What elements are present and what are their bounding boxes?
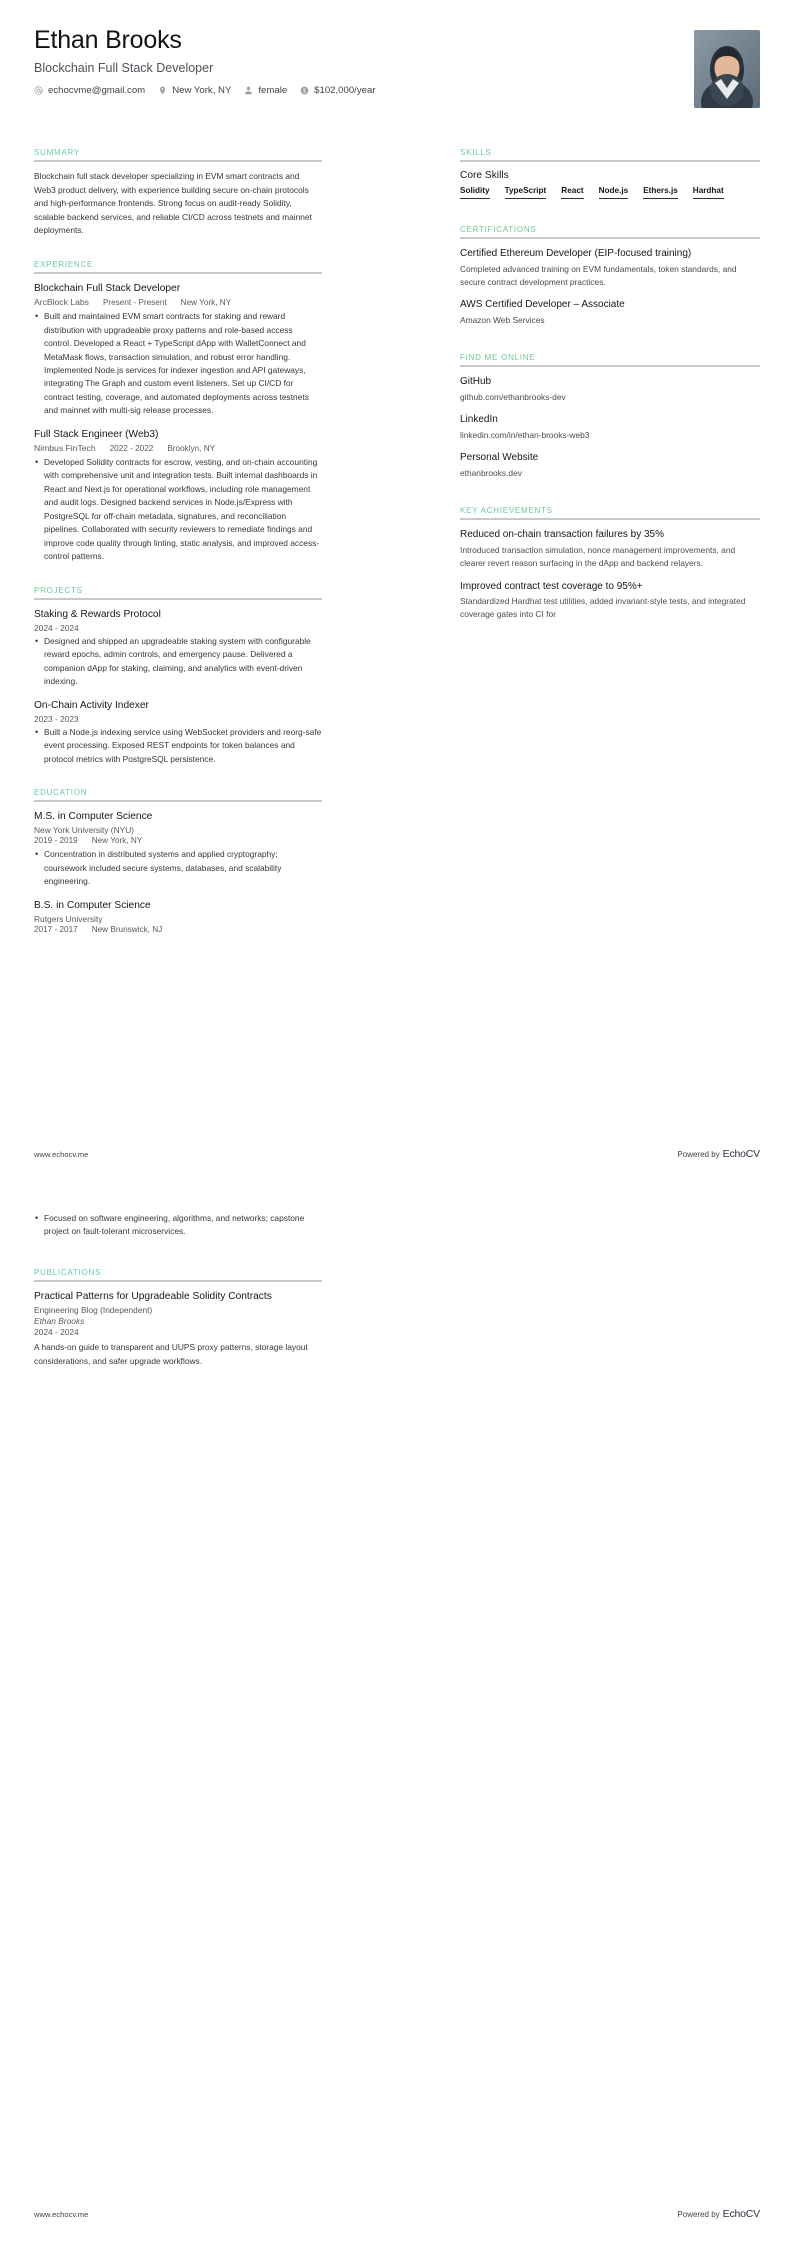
section-title-find-me-online: FIND ME ONLINE [460, 353, 536, 363]
publication-dates: 2024 - 2024 [34, 1327, 79, 1338]
section-education [34, 788, 322, 934]
section-title-education: EDUCATION [34, 788, 88, 798]
experience-title: Full Stack Engineer (Web3) [34, 428, 159, 440]
list-item: • Designed and shipped an upgradeable staking system with configurable reward epochs, admin controls, and emergency pause. Delivered a companion dApp for staking, claiming, and analytics with event-driven indexing. [34, 635, 322, 689]
experience-meta [34, 297, 322, 307]
certification-title: Certified Ethereum Developer (EIP-focused training) [460, 248, 692, 259]
section-title-summary: SUMMARY [34, 148, 80, 157]
section-title-projects: PROJECTS [34, 585, 83, 595]
section-find-me-online [460, 353, 760, 480]
section-certifications [460, 225, 760, 327]
resume-header [34, 26, 760, 96]
experience-org: ArcBlock Labs [34, 297, 89, 308]
project-title: Staking & Rewards Protocol [34, 608, 161, 620]
contact-location-text: New York, NY [172, 84, 232, 96]
publication-author: Ethan Brooks [34, 1316, 85, 1327]
online-profile-label: Personal Website [460, 452, 539, 464]
contact-email [34, 85, 145, 96]
section-rule [460, 518, 760, 520]
section-publications [34, 1268, 322, 1368]
location-pin-icon [158, 86, 167, 95]
contact-row [34, 85, 760, 96]
education-dates: 2019 - 2019 [34, 836, 78, 846]
education-degree: M.S. in Computer Science [34, 811, 153, 823]
avatar [694, 30, 760, 108]
online-profile-label: LinkedIn [460, 414, 498, 426]
list-item: • Developed Solidity contracts for escrow, vesting, and on-chain accounting with comprehensive unit and integration tests. Built internal dashboards in React and Next.js for operational workflows, including role management and audit logs. Designed backend services in Node.js/Express with PostgreSQL for off-chain metadata, signatures, and reconciliation pipelines. Collaborated with security reviewers to remediate findings and improve code quality through linting, static analysis, and improved access-control patterns. [34, 456, 322, 564]
education-item [34, 899, 322, 934]
contact-salary [300, 85, 375, 96]
section-title-experience: EXPERIENCE [34, 260, 94, 270]
project-item [34, 608, 322, 689]
svg-text:$: $ [303, 88, 307, 95]
section-rule [34, 598, 322, 600]
footer-brand [677, 2208, 760, 2220]
publication-description: A hands-on guide to transparent and UUPS proxy patterns, storage layout considerations, and safer upgrade workflows. [34, 1342, 308, 1366]
online-profile-item [460, 375, 760, 404]
section-rule [460, 160, 760, 162]
section-title-key-achievements: KEY ACHIEVEMENTS [460, 506, 553, 516]
main-column [34, 148, 322, 950]
footer-url[interactable]: www.echocv.me [34, 2209, 89, 2219]
experience-dates: 2022 - 2022 [109, 444, 154, 454]
certification-item [460, 247, 760, 289]
online-profile-item [460, 451, 760, 480]
section-experience [34, 260, 322, 564]
education-location: New Brunswick, NJ [91, 924, 163, 934]
page-footer [34, 2208, 760, 2220]
experience-item [34, 428, 322, 564]
education-location: New York, NY [91, 836, 143, 846]
publication-title: Practical Patterns for Upgradeable Solidity Contracts [34, 1291, 272, 1302]
experience-title: Blockchain Full Stack Developer [34, 283, 181, 295]
online-profile-item [460, 413, 760, 442]
section-rule [34, 1280, 322, 1282]
contact-salary-text: $102,000/year [314, 84, 376, 96]
footer-powered-by: Powered by [677, 1150, 720, 1159]
education-degree: B.S. in Computer Science [34, 899, 151, 911]
skill-chip: React [561, 186, 583, 199]
skills-list [460, 186, 760, 199]
section-key-achievements [460, 506, 760, 622]
section-title-publications: PUBLICATIONS [34, 1268, 102, 1277]
footer-brand-name: EchoCV [722, 2208, 760, 2220]
online-profile-url[interactable]: ethanbrooks.dev [460, 467, 522, 478]
footer-powered-by: Powered by [677, 2210, 720, 2219]
achievement-item [460, 528, 760, 570]
project-dates: 2024 - 2024 [34, 622, 79, 633]
sidebar-column [460, 148, 760, 638]
footer-url[interactable]: www.echocv.me [34, 1149, 89, 1159]
job-title: Blockchain Full Stack Developer [34, 60, 214, 75]
online-profile-url[interactable]: github.com/ethanbrooks-dev [460, 391, 566, 402]
project-bullets [34, 635, 322, 689]
contact-email-text: echocvme@gmail.com [48, 84, 146, 96]
education-item [34, 810, 322, 889]
achievement-desc: Introduced transaction simulation, nonce management improvements, and clearer revert reason surfacing in the dApp and backend relayers. [460, 544, 736, 569]
section-skills [460, 148, 760, 199]
section-rule [34, 272, 322, 274]
online-profile-label: GitHub [460, 376, 492, 388]
skills-group-title: Core Skills [460, 170, 509, 181]
education-meta [34, 836, 322, 845]
certification-desc: Amazon Web Services [460, 314, 545, 325]
project-title: On-Chain Activity Indexer [34, 699, 149, 711]
experience-meta [34, 443, 322, 453]
online-profile-url[interactable]: linkedin.com/in/ethan-brooks-web3 [460, 429, 590, 440]
achievement-title: Improved contract test coverage to 95%+ [460, 580, 643, 592]
achievement-item [460, 580, 760, 622]
salary-icon [300, 86, 309, 95]
list-item: • Built a Node.js indexing service using WebSocket providers and reorg-safe event processing. Exposed REST endpoints for token balances and protocol metrics with PostgreSQL persistence. [34, 726, 322, 766]
page-footer [34, 1148, 760, 1160]
section-title-certifications: CERTIFICATIONS [460, 225, 537, 234]
certification-item [460, 298, 760, 327]
education-school: Rutgers University [34, 913, 103, 924]
section-projects [34, 586, 322, 767]
summary-text: Blockchain full stack developer specializing in EVM smart contracts and Web3 product delivery, with experience building secure on-chain protocols and high-performance frontends. Strong focus on audit-ready Solidity, scalable backend services, and reliable CI/CD across testnets and mainnet deployments. [34, 171, 312, 236]
education-dates: 2017 - 2017 [34, 924, 78, 934]
education-school: New York University (NYU) [34, 825, 135, 836]
achievement-title: Reduced on-chain transaction failures by 35% [460, 529, 665, 541]
contact-gender-text: female [258, 84, 288, 96]
contact-location [158, 85, 231, 96]
education-meta [34, 925, 322, 934]
achievement-desc: Standardized Hardhat test utilities, added invariant-style tests, and integrated coverage gates into CI for [460, 596, 746, 620]
section-rule [34, 800, 322, 802]
project-bullets [34, 726, 322, 766]
email-icon [34, 86, 43, 95]
list-item: • Built and maintained EVM smart contracts for staking and reward distribution with upgradeable proxy patterns and role-based access control. Developed a React + TypeScript dApp with WalletConnect and MetaMask flows, transaction simulation, and robust error handling. Implemented Node.js services for indexer ingestion and API gateways, integrating The Graph and custom event listeners. Set up CI/CD for contract testing, coverage, and automated deployments across testnets and mainnet with multi-sig release processes. [34, 310, 322, 418]
contact-gender [244, 85, 287, 96]
skill-chip: Ethers.js [643, 186, 678, 199]
skill-chip: Hardhat [693, 186, 724, 199]
publication-item [34, 1290, 322, 1368]
footer-brand-name: EchoCV [722, 1148, 760, 1160]
project-item [34, 699, 322, 767]
skill-chip: TypeScript [505, 186, 547, 199]
certification-title: AWS Certified Developer – Associate [460, 299, 625, 311]
section-title-skills: SKILLS [460, 148, 492, 157]
section-rule [460, 365, 760, 367]
experience-bullets [34, 310, 322, 418]
section-rule [460, 237, 760, 239]
education-bullets [34, 848, 322, 888]
project-dates: 2023 - 2023 [34, 713, 79, 724]
skill-chip: Node.js [599, 186, 629, 199]
experience-bullets [34, 456, 322, 564]
page-title: Ethan Brooks [34, 26, 182, 54]
experience-org: Nimbus FinTech [34, 443, 96, 454]
person-icon [244, 86, 253, 95]
section-rule [34, 160, 322, 162]
education-bullets-continued [34, 1212, 322, 1239]
experience-dates: Present - Present [102, 298, 167, 308]
skill-chip: Solidity [460, 186, 490, 199]
footer-brand [677, 1148, 760, 1160]
section-summary [34, 148, 322, 238]
experience-location: New York, NY [180, 298, 232, 308]
list-item: • Concentration in distributed systems and applied cryptography; coursework included secure systems, databases, and scalability engineering. [34, 848, 322, 888]
experience-location: Brooklyn, NY [167, 444, 216, 454]
publication-publisher: Engineering Blog (Independent) [34, 1305, 153, 1316]
experience-item [34, 282, 322, 418]
list-item: • Focused on software engineering, algorithms, and networks; capstone project on fault-tolerant microservices. [34, 1212, 322, 1239]
certification-desc: Completed advanced training on EVM fundamentals, token standards, and secure contract development practices. [460, 263, 737, 287]
education-continued [34, 1210, 322, 1241]
